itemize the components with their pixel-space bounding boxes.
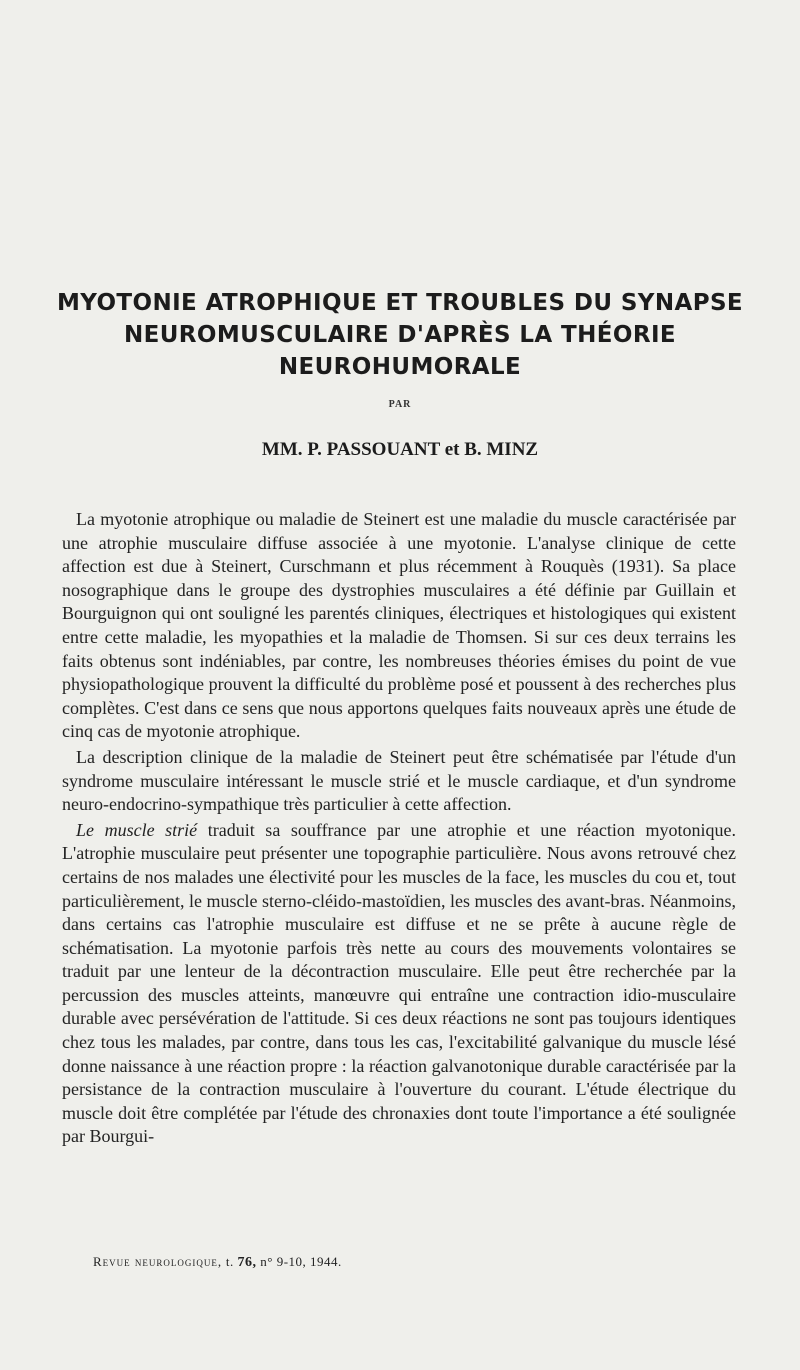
title-line-1: MYOTONIE ATROPHIQUE ET TROUBLES DU SYNAPSE bbox=[56, 290, 744, 316]
journal-volume: 76, bbox=[237, 1255, 257, 1270]
journal-issue: n° 9-10, 1944. bbox=[260, 1254, 342, 1269]
article-body bbox=[62, 508, 736, 1149]
title-line-2: NEUROMUSCULAIRE D'APRÈS LA THÉORIE bbox=[123, 322, 677, 348]
journal-footer bbox=[93, 1254, 342, 1271]
paragraph-3-lead: Le muscle strié bbox=[76, 819, 198, 840]
authors: MM. P. PASSOUANT et B. MINZ bbox=[261, 439, 539, 460]
journal-tome: t. bbox=[225, 1254, 234, 1269]
paragraph-1: La myotonie atrophique ou maladie de Steinert est une maladie du muscle caractérisée par une atrophie musculaire diffuse associée à une myotonie. L'analyse clinique de cette affection est due à Steinert, Curschmann et plus récemment à Rouquès (1931). Sa place nosographique dans le groupe des dystrophies musculaires a été définie par Guillain et Bourguignon qui ont souligné les parentés cliniques, électriques et histologiques qui existent entre cette maladie, les myopathies et la maladie de Thomsen. Si sur ces deux terrains les faits obtenus sont indéniables, par contre, les nombreuses théories émises du point de vue physiopathologique prouvent la difficulté du problème posé et poussent à des recherches plus complètes. C'est dans ce sens que nous apportons quelques faits nouveaux après une étude de cinq cas de myotonie atrophique. bbox=[62, 509, 736, 742]
byline-prefix: PAR bbox=[388, 399, 412, 410]
title-line-3: NEUROHUMORALE bbox=[278, 354, 522, 380]
paragraph-3-text: traduit sa souffrance par une atrophie et une réaction myotonique. L'atrophie musculaire peut présenter une topographie particulière. Nous avons retrouvé chez certains de nos malades une électivité pour les muscles de la face, les muscles du cou et, tout particulièrement, le muscle sterno-cléido-mastoïdien, les muscles des avant-bras. Néanmoins, dans certains cas l'atrophie musculaire est diffuse et ne se prête à aucune règle de schématisation. La myotonie parfois très nette au cours des mouvements volontaires se traduit par une lenteur de la décontraction musculaire. Elle peut être recherchée par la percussion des muscles atteints, manœuvre qui entraîne une contraction idio-musculaire durable avec persévération de l'attitude. Si ces deux réactions ne sont pas toujours identiques chez tous les malades, par contre, dans tous les cas, l'excitabilité galvanique du muscle lésé donne naissance à une réaction propre : la réaction galvanotonique durable caractérisée par la persistance de la contraction musculaire à l'ouverture du courant. L'étude électrique du muscle doit être complétée par l'étude des chronaxies dont toute l'importance a été soulignée par Bourgui- bbox=[62, 819, 736, 1147]
paragraph-2: La description clinique de la maladie de Steinert peut être schématisée par l'étude d'un syndrome musculaire intéressant le muscle strié et le muscle cardiaque, et d'un syndrome neuro-endocrino-sympathique très particulier à cette affection. bbox=[62, 746, 736, 815]
journal-name: Revue neurologique, bbox=[93, 1254, 223, 1269]
article-title bbox=[40, 287, 760, 383]
paragraph-3 bbox=[62, 819, 736, 1149]
